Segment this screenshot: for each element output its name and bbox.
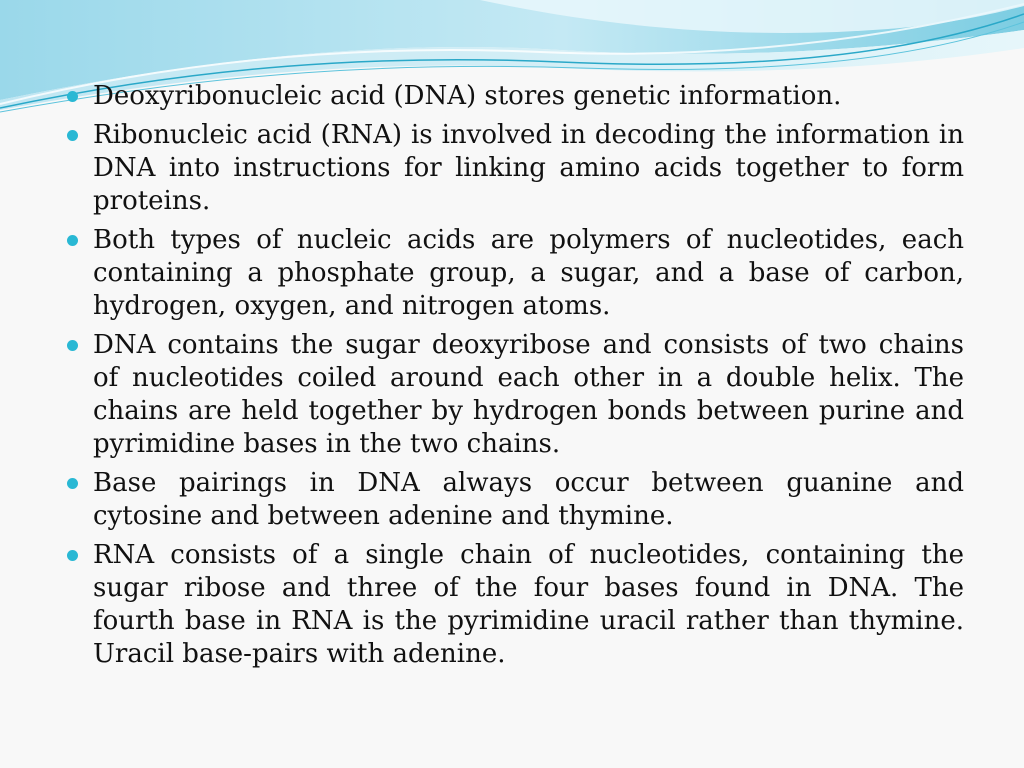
bullet-dot-icon [67,235,78,246]
bullet-dot-icon [67,130,78,141]
bullet-text: Deoxyribonucleic acid (DNA) stores genetic information. [93,81,842,111]
bullet-dot-icon [67,91,78,102]
bullet-text: DNA contains the sugar deoxyribose and consists of two chains of nucleotides coiled around each other in a double helix. The chains are held together by hydrogen bonds between purine and pyrimidine bases in the two chains. [93,330,964,459]
bullet-text: Both types of nucleic acids are polymers of nucleotides, each containing a phosphate group, a sugar, and a base of carbon, hydrogen, oxygen, and nitrogen atoms. [93,225,964,321]
bullet-dot-icon [67,340,78,351]
bullet-item [62,467,964,533]
bullet-list [62,80,964,677]
bullet-dot-icon [67,478,78,489]
bullet-text: RNA consists of a single chain of nucleotides, containing the sugar ribose and three of the four bases found in DNA. The fourth base in RNA is the pyrimidine uracil rather than thymine. Uracil base-pairs with adenine. [93,540,964,669]
bullet-item [62,224,964,323]
bullet-dot-icon [67,550,78,561]
bullet-item [62,80,964,113]
bullet-item [62,329,964,461]
bullet-text: Base pairings in DNA always occur between guanine and cytosine and between adenine and thymine. [93,468,964,531]
bullet-item [62,119,964,218]
bullet-text: Ribonucleic acid (RNA) is involved in decoding the information in DNA into instructions for linking amino acids together to form proteins. [93,120,964,216]
bullet-item [62,539,964,671]
